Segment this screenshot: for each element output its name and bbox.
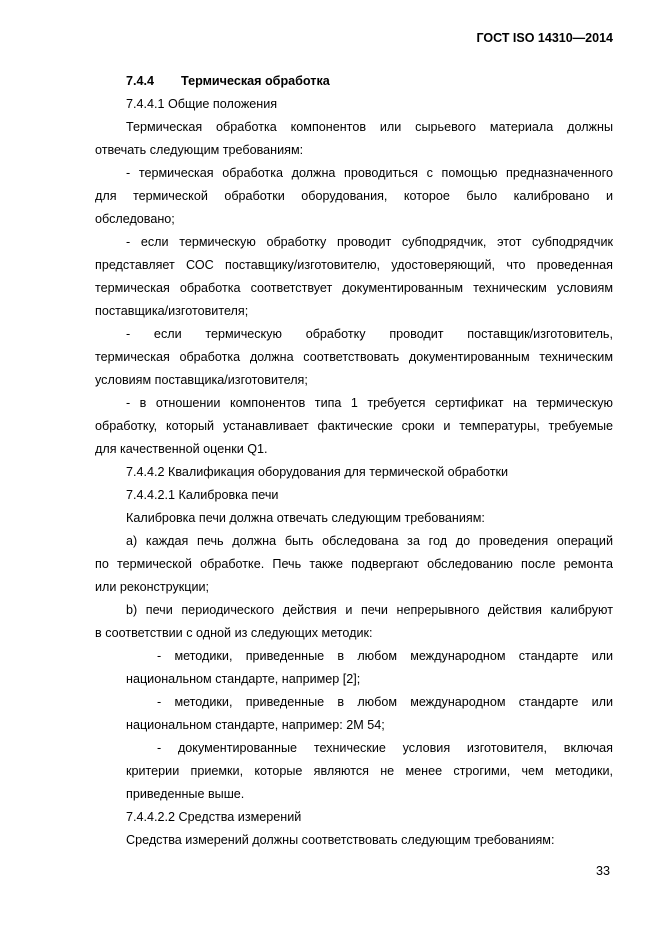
text-line: условиям поставщика/изготовителя; [95, 373, 308, 387]
text-line: в соответствии с одной из следующих методик: [95, 626, 373, 640]
text-line: национальном стандарте, например: 2М 54; [126, 718, 385, 732]
text-line: по термической обработке. Печь также подвергают обследованию после ремонта [95, 557, 613, 571]
text-line: b) печи периодического действия и печи непрерывного действия калибруют [126, 603, 613, 617]
text-line: для термической обработки оборудования, которое было калибровано и [95, 189, 613, 203]
text-line: - документированные технические условия изготовителя, включая [157, 741, 613, 755]
text-line: поставщика/изготовителя; [95, 304, 249, 318]
text-line: Термическая обработка компонентов или сырьевого материала должны [126, 120, 613, 134]
document-header-code: ГОСТ ISO 14310—2014 [476, 31, 613, 45]
section-title: Термическая обработка [181, 74, 330, 88]
text-line: представляет СОС поставщику/изготовителю, удостоверяющий, что проведенная [95, 258, 613, 272]
text-line: обследовано; [95, 212, 175, 226]
text-line: отвечать следующим требованиям: [95, 143, 304, 157]
text-line: a) каждая печь должна быть обследована за год до проведения операций [126, 534, 613, 548]
text-line: 7.4.4.2.1 Калибровка печи [126, 488, 279, 502]
text-line: 7.4.4.2.2 Средства измерений [126, 810, 302, 824]
text-line: Средства измерений должны соответствовать следующим требованиям: [126, 833, 555, 847]
text-line: - если термическую обработку проводит поставщик/изготовитель, [126, 327, 613, 341]
text-line: - в отношении компонентов типа 1 требуется сертификат на термическую [126, 396, 613, 410]
text-line: или реконструкции; [95, 580, 210, 594]
text-line: термическая обработка соответствует документированным техническим условиям [95, 281, 613, 295]
text-line: - если термическую обработку проводит субподрядчик, этот субподрядчик [126, 235, 613, 249]
text-line: 7.4.4.2 Квалификация оборудования для термической обработки [126, 465, 509, 479]
text-line: - методики, приведенные в любом международном стандарте или [157, 695, 613, 709]
text-line: критерии приемки, которые являются не менее строгими, чем методики, [126, 764, 613, 778]
section-number: 7.4.4 [126, 74, 155, 88]
text-line: для качественной оценки Q1. [95, 442, 268, 456]
page-number: 33 [596, 864, 611, 878]
text-line: Калибровка печи должна отвечать следующим требованиям: [126, 511, 485, 525]
paragraph-lines [95, 93, 613, 852]
section-heading [95, 70, 613, 93]
page-body [95, 70, 613, 852]
text-line: - термическая обработка должна проводиться с помощью предназначенного [126, 166, 613, 180]
text-line: обработку, который устанавливает фактические сроки и температуры, требуемые [95, 419, 613, 433]
text-line: приведенные выше. [126, 787, 245, 801]
text-line: - методики, приведенные в любом международном стандарте или [157, 649, 613, 663]
text-line: термическая обработка должна соответствовать документированным техническим [95, 350, 613, 364]
text-line: национальном стандарте, например [2]; [126, 672, 361, 686]
text-line: 7.4.4.1 Общие положения [126, 97, 278, 111]
